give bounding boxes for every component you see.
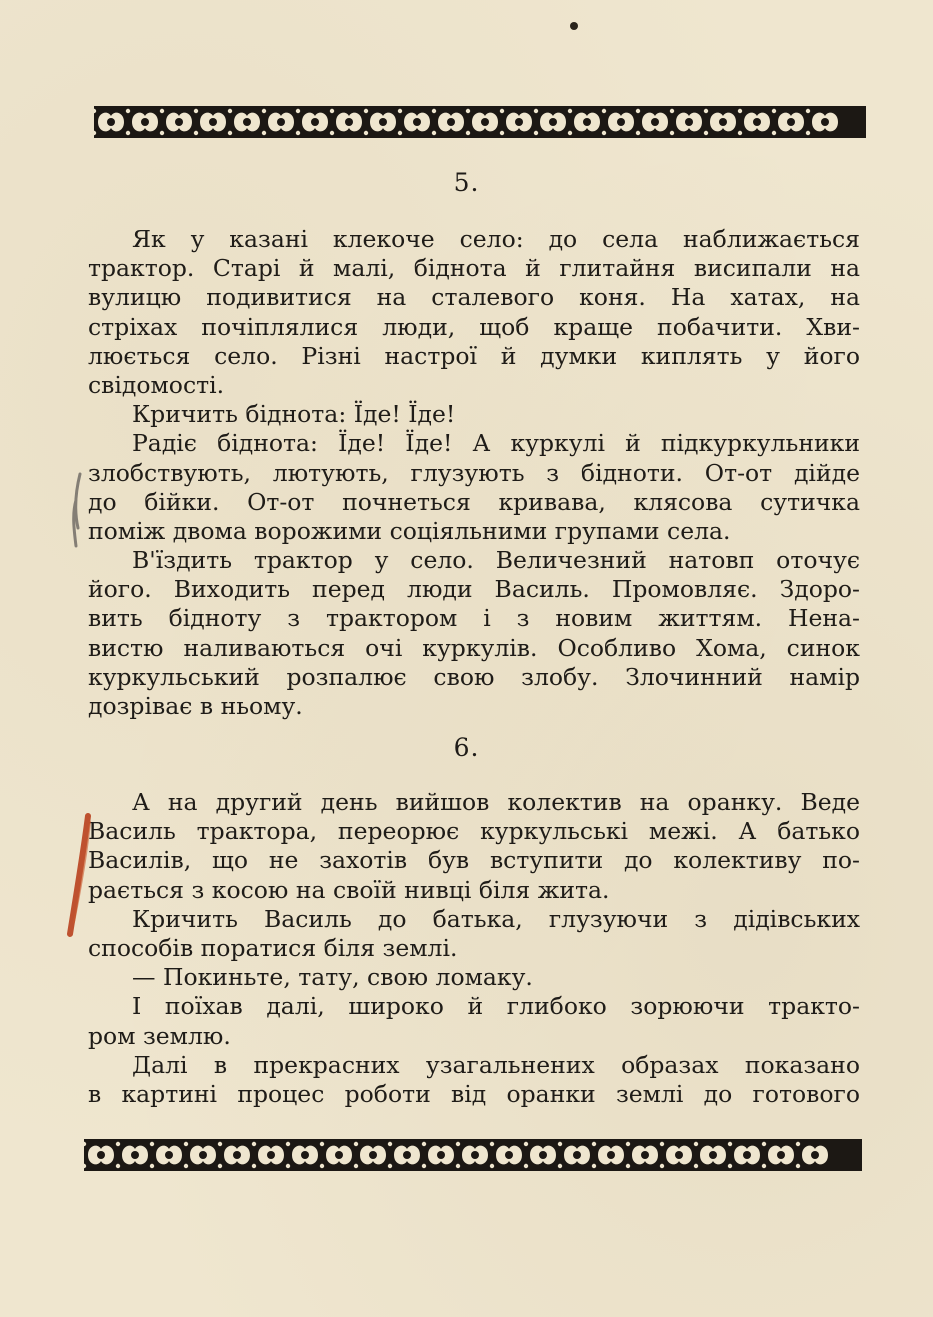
text-line: Василів, що не захотів був вступити до колективу по- <box>88 846 860 875</box>
text-line: способів поратися біля землі. <box>88 933 458 962</box>
section-number-5: 5. <box>453 168 480 197</box>
text-line: люється село. Різні настрої й думки киплять у його <box>88 341 860 370</box>
text-line: поміж двома ворожими соціяльними групами села. <box>88 516 731 545</box>
text-line: Як у казані клекоче село: до села наближається <box>132 225 860 253</box>
text-line: І поїхав далі, широко й глибоко зорюючи тракто- <box>132 992 860 1021</box>
text-line: свідомості. <box>88 370 225 399</box>
pencil-margin-mark <box>62 470 92 550</box>
text-line: стріхах почіплялися люди, щоб краще побачити. Хви- <box>88 312 860 341</box>
text-line: в картині процес роботи від оранки землі до готового <box>88 1079 860 1108</box>
text-line: куркульський розпалює свою злобу. Злочинний намір <box>88 662 860 691</box>
ink-speck <box>570 22 578 30</box>
text-line: Радіє біднота: Їде! Їде! А куркулі й підкуркульники <box>132 429 860 458</box>
text-line: Кричить біднота: Їде! Їде! <box>132 400 456 429</box>
text-line: Василь трактора, переорює куркульські межі. А батько <box>88 817 860 846</box>
text-line: злобствують, лютують, глузують з бідноти. От-от дійде <box>88 458 860 487</box>
text-line: рається з косою на своїй нивці біля жита. <box>88 875 610 904</box>
text-line: вулицю подивитися на сталевого коня. На хатах, на <box>88 283 860 312</box>
text-line: В'їздить трактор у село. Величезний натовп оточує <box>132 546 860 575</box>
text-line: Кричить Василь до батька, глузуючи з дідівських <box>132 904 860 933</box>
text-line: трактор. Старі й малі, біднота й глитайня висипали на <box>88 254 860 283</box>
bottom-ornament-border <box>84 1135 862 1175</box>
text-line: — Покиньте, тату, свою ломаку. <box>132 963 533 992</box>
text-line: його. Виходить перед люди Василь. Промовляє. Здоро- <box>88 575 860 604</box>
text-line: Далі в прекрасних узагальнених образах показано <box>132 1050 860 1079</box>
text-line: до бійки. От-от почнеться кривава, клясова сутичка <box>88 487 860 516</box>
section-5-text <box>88 225 860 721</box>
section-number-6: 6. <box>453 733 480 762</box>
text-line: дозріває в ньому. <box>88 692 303 720</box>
top-ornament-border <box>94 102 866 142</box>
text-line: вить бідноту з трактором і з новим життям. Нена- <box>88 604 860 633</box>
section-6-text <box>88 788 860 1109</box>
text-line: ром землю. <box>88 1021 231 1050</box>
red-pencil-margin-mark <box>62 812 96 940</box>
text-line: А на другий день вийшов колектив на оранку. Веде <box>132 788 860 816</box>
text-line: вистю наливаються очі куркулів. Особливо Хома, синок <box>88 633 860 662</box>
